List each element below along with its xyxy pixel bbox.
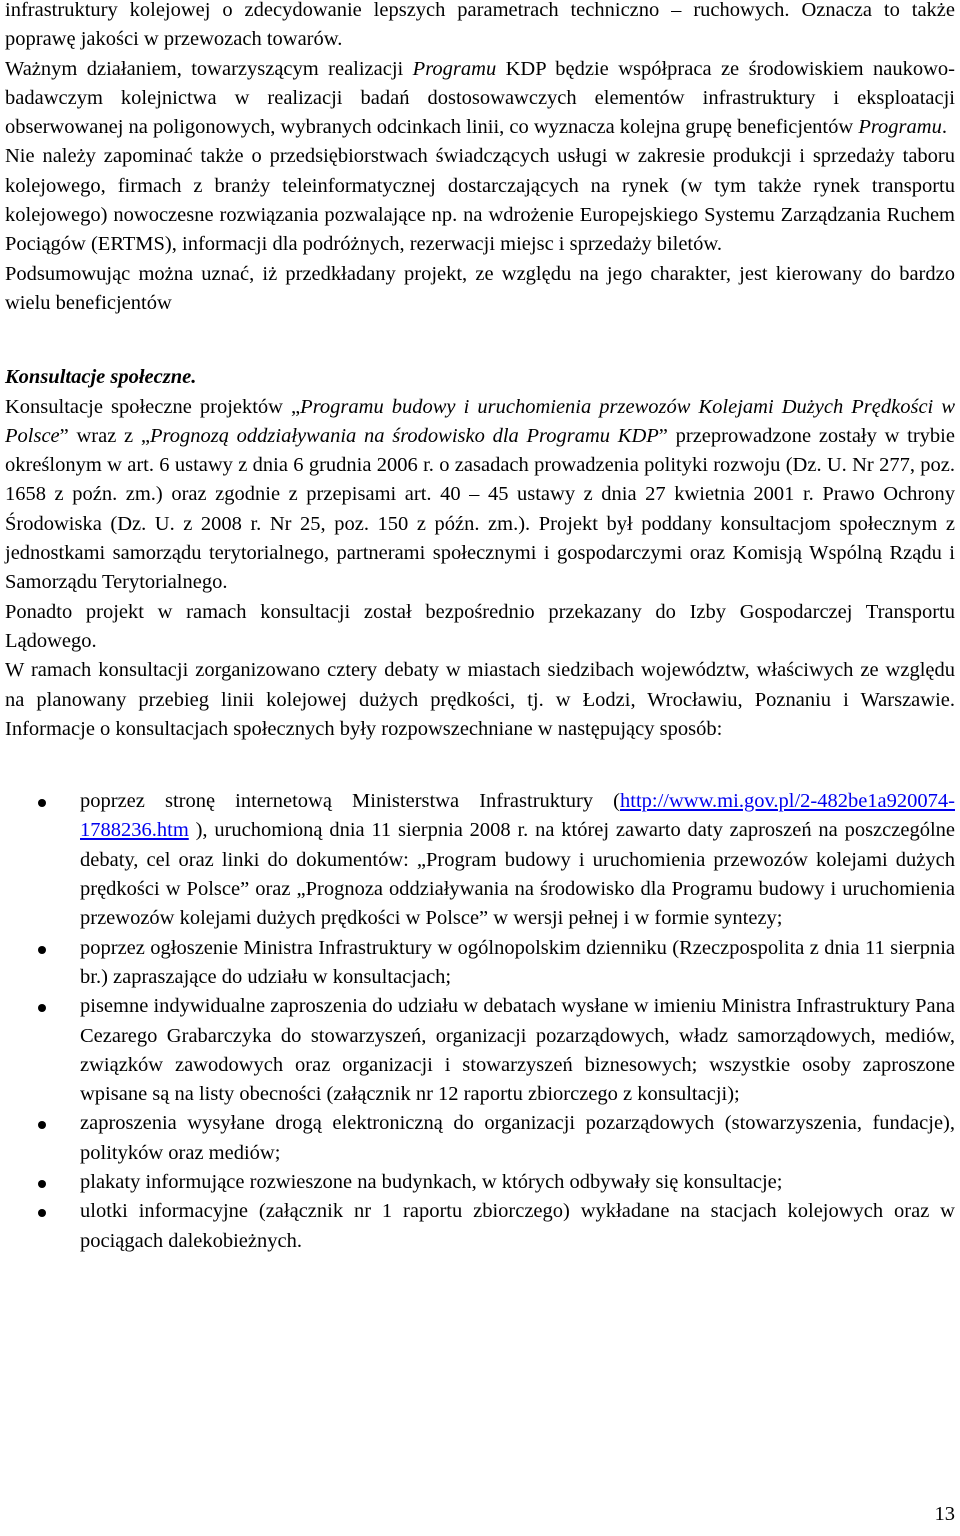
- list-item: [5, 787, 955, 933]
- text-run: poprzez stronę internetową Ministerstwa Infrastruktury (: [80, 790, 620, 813]
- bullet-icon: [38, 799, 46, 807]
- list-item-text: pisemne indywidualne zaproszenia do udziału w debatach wysłane w imieniu Ministra Infrastruktury Pana Cezarego Grabarczyka do stowarzyszeń, organizacji pozarządowych, władz samorządowych, mediów, związków zawodowych oraz organizacji i stowarzyszeń biznesowych; wszystkie osoby zaproszone wpisane są na listy obecności (załącznik nr 12 raportu zbiorczego z konsultacji);: [80, 995, 955, 1106]
- text-run: Konsultacje społeczne projektów „: [5, 395, 301, 418]
- paragraph-chamber: Ponadto projekt w ramach konsultacji został bezpośrednio przekazany do Izby Gospodarczej Transportu Lądowego.: [5, 600, 955, 652]
- page-number: 13: [934, 1503, 955, 1525]
- text-run: ), uruchomioną dnia 11 sierpnia 2008 r. na której zawarto daty zaproszeń na poszczególne debaty, cel oraz linki do dokumentów: „Program budowy i uruchomienia przewozów kolejami dużych prędkości w Polsce” oraz „Prognoza oddziaływania na środowisko dla Programu budowy i uruchomienia przewozów kolejami dużych prędkości w Polsce” w wersji pełnej i w formie syntezy;: [80, 819, 955, 930]
- italic-title: Prognozą oddziaływania na środowisko dla Programu KDP: [149, 424, 659, 447]
- italic-term: Programu: [412, 57, 497, 80]
- list-item: [5, 1197, 955, 1256]
- list-item-text: zaproszenia wysyłane drogą elektroniczną do organizacji pozarządowych (stowarzyszenia, fundacje), polityków oraz mediów;: [80, 1112, 955, 1164]
- list-item-text: poprzez ogłoszenie Ministra Infrastruktury w ogólnopolskim dzienniku (Rzeczpospolita z dnia 11 sierpnia br.) zapraszające do udziału w konsultacjach;: [80, 936, 955, 988]
- bullet-icon: [38, 946, 46, 954]
- paragraph-summary: Podsumowując można uznać, iż przedkładany projekt, ze względu na jego charakter, jest kierowany do bardzo wielu beneficjentów: [5, 262, 955, 314]
- list-item: [5, 934, 955, 993]
- paragraph-research-cooperation: [5, 55, 955, 143]
- list-item: [5, 992, 955, 1109]
- document-page: [5, 0, 955, 1256]
- list-item-text: plakaty informujące rozwieszone na budynkach, w których odbywały się konsultacje;: [80, 1170, 783, 1193]
- paragraph-enterprises: Nie należy zapominać także o przedsiębiorstwach świadczących usługi w zakresie produkcji i sprzedaży taboru kolejowego, firmach z branży teleinformatycznej dostarczających na rynek (w tym także rynek transportu kolejowego) nowoczesne rozwiązania pozwalające np. na wdrożenie Europejskiego Systemu Zarządzania Ruchem Pociągów (ERTMS), informacji dla podróżnych, rezerwacji miejsc i sprzedaży biletów.: [5, 145, 955, 256]
- italic-term: Programu: [858, 116, 942, 139]
- text-run: ” wraz z „: [59, 424, 150, 447]
- text-run: Ważnym działaniem, towarzyszącym realizacji: [5, 57, 413, 80]
- paragraph-debates: W ramach konsultacji zorganizowano cztery debaty w miastach siedzibach województw, właściwych ze względu na planowany przebieg linii kolejowej dużych prędkości, tj. w Łodzi, Wrocławiu, Poznaniu i Warszawie. Informacje o konsultacjach społecznych były rozpowszechniane w następujący sposób:: [5, 659, 955, 740]
- spacer: [5, 318, 955, 363]
- paragraph-infrastructure: infrastruktury kolejowej o zdecydowanie lepszych parametrach techniczno – ruchowych. Oznacza to także poprawę jakości w przewozach towarów.: [5, 0, 955, 51]
- text-run: KDP będzie współpraca ze środowiskiem naukowo-badawczym kolejnictwa w realizacji badań dostosowawczych elementów infrastruktury i eksploatacji obserwowanej na poligonowych, wybranych odcinkach linii, co wyznacza kolejna grupę beneficjentów: [5, 57, 955, 139]
- section-heading: Konsultacje społeczne.: [5, 366, 197, 389]
- paragraph-consultations: [5, 393, 955, 598]
- bullet-icon: [38, 1180, 46, 1188]
- bullet-icon: [38, 1121, 46, 1129]
- text-run: .: [941, 116, 947, 139]
- bullet-icon: [38, 1209, 46, 1217]
- list-item: [5, 1168, 955, 1197]
- italic-title: Programu budowy i uruchomienia przewozów Kolejami Dużych Prędkości w Polsce: [5, 395, 955, 447]
- bullet-icon: [38, 1004, 46, 1012]
- list-item-text: ulotki informacyjne (załącznik nr 1 raportu zbiorczego) wykładane na stacjach kolejowych oraz w pociągach dalekobieżnych.: [80, 1200, 955, 1252]
- text-run: ” przeprowadzone zostały w trybie określonym w art. 6 ustawy z dnia 6 grudnia 2006 r. o zasadach prowadzenia polityki rozwoju (Dz. U. Nr 277, poz. 1658 z poźn. zm.) oraz zgodnie z przepisami art. 40 – 45 ustawy z dnia 27 kwietnia 2001 r. Prawo Ochrony Środowiska (Dz. U. z 2008 r. Nr 25, poz. 150 z późn. zm.). Projekt był poddany konsultacjom społecznym z jednostkami samorządu terytorialnego, partnerami społecznymi i gospodarczymi oraz Komisją Wspólną Rządu i Samorządu Terytorialnego.: [5, 424, 955, 594]
- list-item: [5, 1109, 955, 1168]
- ministry-link[interactable]: http://www.mi.gov.pl/2-482be1a920074-1788236.htm: [80, 790, 955, 842]
- info-methods-list: [5, 787, 955, 1256]
